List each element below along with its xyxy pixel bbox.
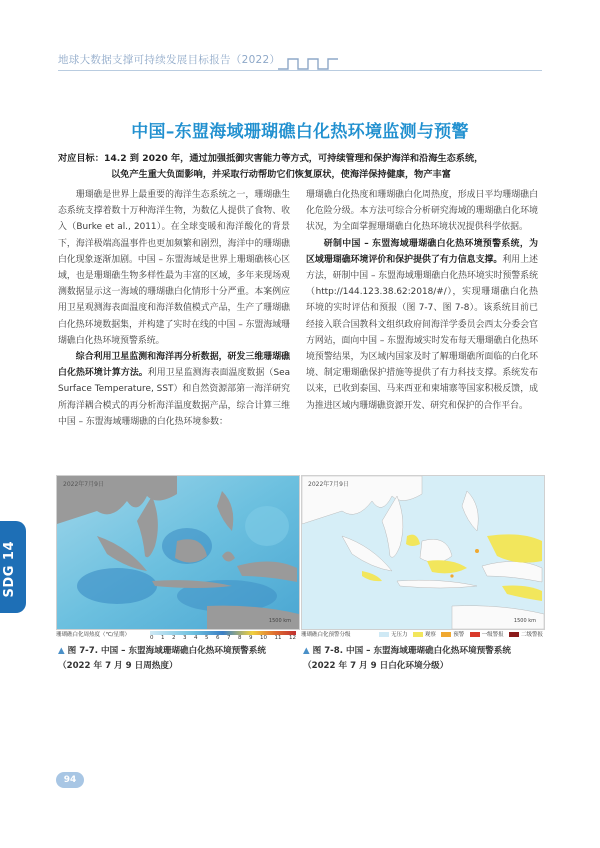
header-rule xyxy=(58,70,542,71)
figure-7-7-caption xyxy=(58,644,290,674)
figure-7-8-warning-map xyxy=(301,475,545,630)
figure-7-7-heat-map xyxy=(56,475,300,630)
heat-legend-tick: 7 xyxy=(227,635,231,641)
legend-swatch-watch xyxy=(413,632,423,637)
warning-map-image xyxy=(302,476,544,629)
heat-legend-ticks xyxy=(150,635,296,641)
heat-legend-tick: 0 xyxy=(150,635,154,641)
sdg-side-tab xyxy=(0,521,26,613)
figure-7-8-scale: 1500 km xyxy=(513,618,536,624)
heat-legend-tick: 8 xyxy=(238,635,242,641)
figure-7-7-legend xyxy=(56,630,298,642)
figure-7-7-date: 2022年7月9日 xyxy=(63,481,104,488)
left-paragraph-2-lead: 综合利用卫星监测和海洋再分析数据，研发三维珊瑚礁白化热环境计算方法。 xyxy=(58,352,290,379)
figure-7-7-caption-text: 图 7-7. 中国 – 东盟海域珊瑚礁白化热环境预警系统（2022 年 7 月 9 日周热度） xyxy=(58,646,266,671)
legend-label-alert2: 二级警报 xyxy=(520,632,543,638)
warning-legend-item xyxy=(509,630,543,638)
figure-7-7-scale: 1500 km xyxy=(268,618,291,624)
heat-legend-tick: 6 xyxy=(216,635,220,641)
heat-legend-tick: 9 xyxy=(249,635,253,641)
right-paragraph-2 xyxy=(306,236,538,414)
target-label: 对应目标： xyxy=(58,153,104,164)
legend-swatch-none xyxy=(379,632,389,637)
article-title: 中国–东盟海域珊瑚礁白化热环境监测与预警 xyxy=(131,122,469,142)
figure-7-8-date: 2022年7月9日 xyxy=(308,481,349,488)
caption-arrow-icon: ▲ xyxy=(303,646,310,656)
legend-label-watch: 观察 xyxy=(424,632,436,638)
heat-legend-tick: 5 xyxy=(205,635,209,641)
warning-legend-item xyxy=(470,630,504,638)
warning-legend-item xyxy=(441,630,464,638)
heat-legend-tick: 1 xyxy=(161,635,165,641)
left-paragraph-2 xyxy=(58,349,290,430)
right-paragraph-2-body: 利用上述方法，研制中国 – 东盟海域珊瑚礁白化热环境实时预警系统（http://144.123.38.62:2018/#/），实现珊瑚礁白化热环境的实时评估和预报（图 7-7、图 7-8）。该系统目前已经接入联合国教科文组织政府间海洋学委员会西太分委会官方网站，面向中国 – 东盟海域实时发布每天珊瑚礁白化热环境预警结果，为区域内国家及时了解珊瑚礁所面临的白化环境、制定珊瑚礁保护措施等提供了有力科技支撑。系统发布以来，已收到泰国、马来西亚和柬埔寨等国家积极反馈，成为推进区域内珊瑚礁资源开发、研究和保护的合作平台。 xyxy=(306,254,539,411)
legend-swatch-alert1 xyxy=(470,632,480,637)
warning-legend-item xyxy=(379,630,408,638)
legend-swatch-warning xyxy=(441,632,451,637)
warning-legend-items xyxy=(379,630,543,638)
figure-7-8-legend xyxy=(301,630,543,642)
heat-map-image xyxy=(57,476,299,629)
warning-legend-item xyxy=(413,630,436,638)
legend-label-warning: 预警 xyxy=(453,632,465,638)
left-paragraph-2-body: 利用卫星监测海表面温度数据（Sea Surface Temperature, SST）和自然资源部第一海洋研究所海洋耦合模式的再分析海洋温度数据产品，综合计算三维中国 – 东盟海域珊瑚礁的白化热环境参数： xyxy=(58,368,291,427)
heat-legend-tick: 12 xyxy=(289,635,296,641)
figure-7-8-caption xyxy=(303,644,535,674)
header-decoration xyxy=(278,55,338,71)
heat-legend-tick: 11 xyxy=(274,635,282,641)
legend-label-none: 无压力 xyxy=(391,632,408,638)
figure-7-8-caption-text: 图 7-8. 中国 – 东盟海域珊瑚礁白化热环境预警系统（2022 年 7 月 9 日白化环境分级） xyxy=(303,646,511,671)
caption-arrow-icon: ▲ xyxy=(58,646,65,656)
legend-label-alert1: 一级警报 xyxy=(481,632,504,638)
page-number: 94 xyxy=(56,772,84,788)
sdg-tab-label: SDG 14 xyxy=(2,541,17,598)
heat-legend-tick: 4 xyxy=(194,635,198,641)
right-column xyxy=(306,187,538,414)
target-line-1: 14.2 到 2020 年，通过加强抵御灾害能力等方式，可持续管理和保护海洋和沿海生态系统， xyxy=(103,153,484,164)
right-paragraph-2-lead: 研制中国 – 东盟海域珊瑚礁白化热环境预警系统，为区域珊瑚礁环境评价和保护提供了有力信息支撑。 xyxy=(306,238,538,265)
heat-legend-tick: 3 xyxy=(183,635,187,641)
left-paragraph-1: 珊瑚礁是世界上最重要的海洋生态系统之一，珊瑚礁生态系统支撑着数十万种海洋生物，为数亿人提供了食物、收入（Burke et al., 2011）。在全球变暖和海洋酸化的背景下，海洋极端高温事件也更加频繁和剧烈，海洋中的珊瑚礁白化现象逐渐加剧。中国 – 东盟海域是世界上珊瑚礁核心区域，也是珊瑚礁生物多样性最为丰富的区域，多年来现场观测数据显示这一海域的珊瑚礁白化情形十分严重。本案例应用卫星观测海表面温度和海洋数值模式产品，生产了珊瑚礁白化热环境数据集，并构建了实时在线的中国 – 东盟海域珊瑚礁白化热环境预警系统。 xyxy=(58,190,290,346)
target-line-2: 以免产生重大负面影响，并采取行动帮助它们恢复原状，使海洋保持健康，物产丰富 xyxy=(111,169,451,180)
heat-legend-tick: 10 xyxy=(260,635,267,641)
legend-swatch-alert2 xyxy=(509,632,519,637)
right-paragraph-1: 珊瑚礁白化热度和珊瑚礁白化周热度，形成日平均珊瑚礁白化危险分级。本方法可综合分析研究海域的珊瑚礁白化环境状况，为全面掌握珊瑚礁白化热环境状况提供科学依据。 xyxy=(306,190,538,233)
heat-legend-tick: 2 xyxy=(172,635,176,641)
warning-legend-title: 珊瑚礁白化预警分级 xyxy=(301,632,351,638)
heat-legend-title: 珊瑚礁白化周热度（℃/星期） xyxy=(56,632,131,638)
target-statement xyxy=(58,151,550,183)
report-header-title: 地球大数据支撑可持续发展目标报告（2022） xyxy=(58,54,281,66)
left-column xyxy=(58,187,290,430)
